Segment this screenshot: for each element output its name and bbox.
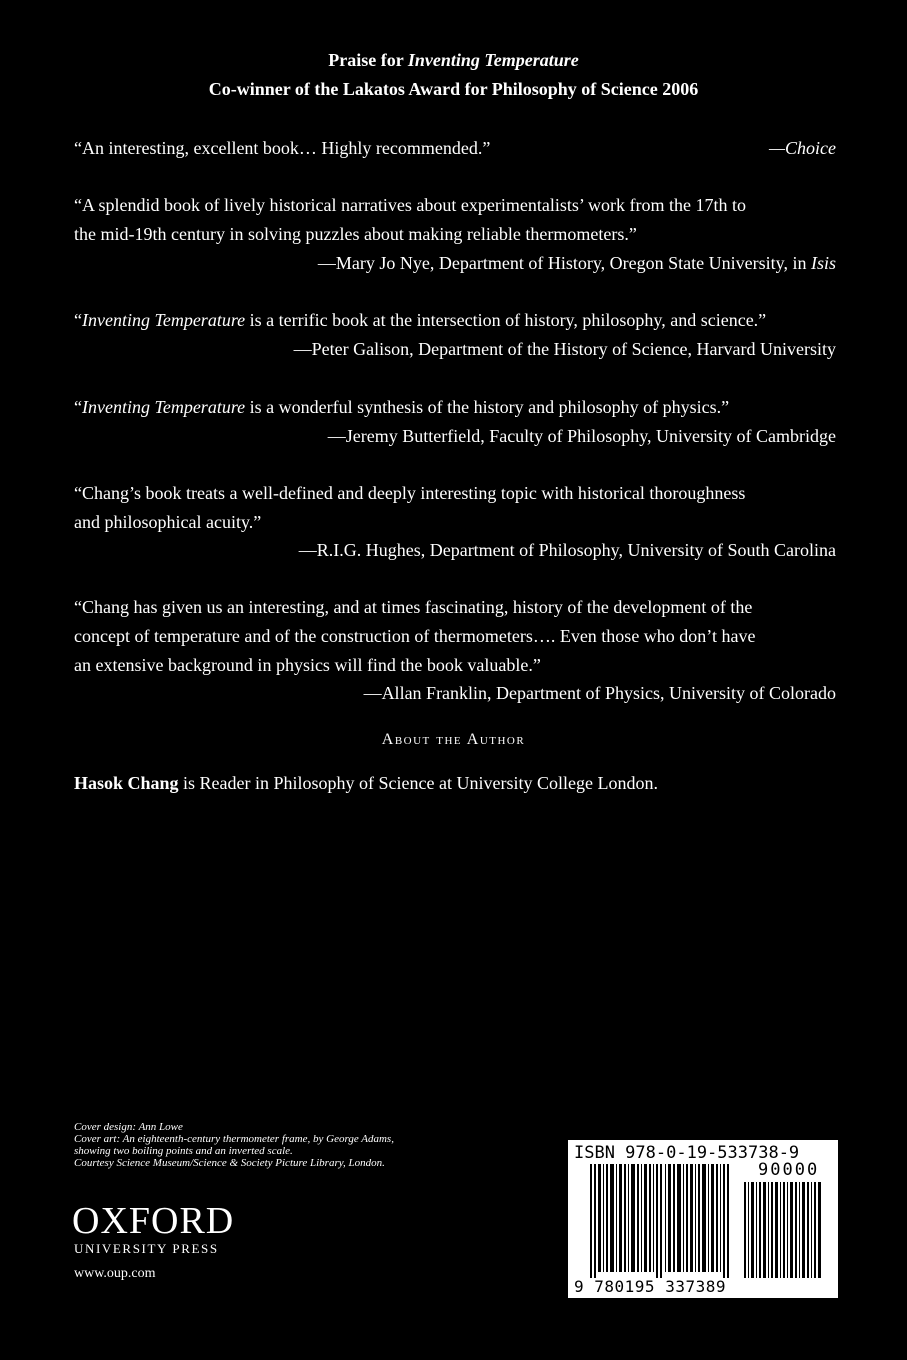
credit-art-desc: showing two boiling points and an inverted scale. [74,1145,293,1157]
quote-4-rest: is a wonderful synthesis of the history and philosophy of physics.” [245,397,730,417]
quote-2-text-line1: “A splendid book of lively historical narratives about experimentalists’ work from the 17th to [74,195,747,215]
quote-3-attribution: —Peter Galison, Department of the History of Science, Harvard University [293,339,836,359]
credit-design: Cover design: Ann Lowe [74,1121,183,1133]
oxford-subtitle: UNIVERSITY PRESS [74,1241,219,1256]
quote-6-text-line3: an extensive background in physics will find the book valuable.” [74,655,541,675]
quote-2-attribution-prefix: —Mary Jo Nye, Department of History, Oregon State University, in [317,253,811,273]
author-bio [74,771,844,795]
quote-2-journal: Isis [810,253,836,273]
quote-5-attribution: —R.I.G. Hughes, Department of Philosophy, University of South Carolina [298,540,836,560]
quote-5-text-line1: “Chang’s book treats a well-defined and deeply interesting topic with historical thoroughness [74,483,746,503]
quote-3-text: “Inventing Temperature is a terrific book at the intersection of history, philosophy, and science.” [74,310,767,330]
quote-5-text-line2: and philosophical acuity.” [74,512,262,532]
praise-heading-title: Inventing Temperature [407,50,579,70]
credit-art: Cover art: An eighteenth-century thermometer frame, by George Adams, [74,1133,394,1145]
quote-2-attribution [318,251,836,275]
quote-4-title: Inventing Temperature [82,397,246,417]
isbn-label: ISBN 978-0-19-533738-9 [574,1143,800,1163]
author-name: Hasok Chang [74,773,179,793]
praise-heading [0,50,907,71]
barcode-addon-code: 90000 [758,1160,820,1180]
publisher-url: www.oup.com [74,1266,156,1281]
oxford-logo: OXFORD [72,1200,235,1242]
award-heading: Co-winner of the Lakatos Award for Philosophy of Science 2006 [208,79,699,99]
cover-credits [74,1121,454,1169]
quote-3-title: Inventing Temperature [82,310,246,330]
praise-heading-prefix: Praise for [328,50,408,70]
quote-6-attribution: —Allan Franklin, Department of Physics, University of Colorado [363,683,836,703]
author-bio-text: is Reader in Philosophy of Science at University College London. [178,773,658,793]
barcode-bars-icon [588,1164,828,1278]
quote-4-attribution: —Jeremy Butterfield, Faculty of Philosophy, University of Cambridge [327,426,836,446]
quote-1-text: “An interesting, excellent book… Highly recommended.” [74,138,491,158]
quote-4-text: “Inventing Temperature is a wonderful synthesis of the history and philosophy of physics.” [74,397,730,417]
about-author-heading: About the Author [381,731,526,748]
isbn-barcode [568,1140,838,1298]
quote-6-text-line1: “Chang has given us an interesting, and at times fascinating, history of the development of the [74,597,753,617]
quote-2-text-line2: the mid-19th century in solving puzzles about making reliable thermometers.” [74,224,637,244]
quote-3-rest: is a terrific book at the intersection of history, philosophy, and science.” [245,310,767,330]
ean-digits: 9 780195 337389 [574,1277,726,1296]
quote-6-text-line2: concept of temperature and of the construction of thermometers…. Even those who don’t have [74,626,756,646]
quote-1-attribution: —Choice [769,138,836,158]
credit-courtesy: Courtesy Science Museum/Science & Society Picture Library, London. [74,1157,385,1169]
